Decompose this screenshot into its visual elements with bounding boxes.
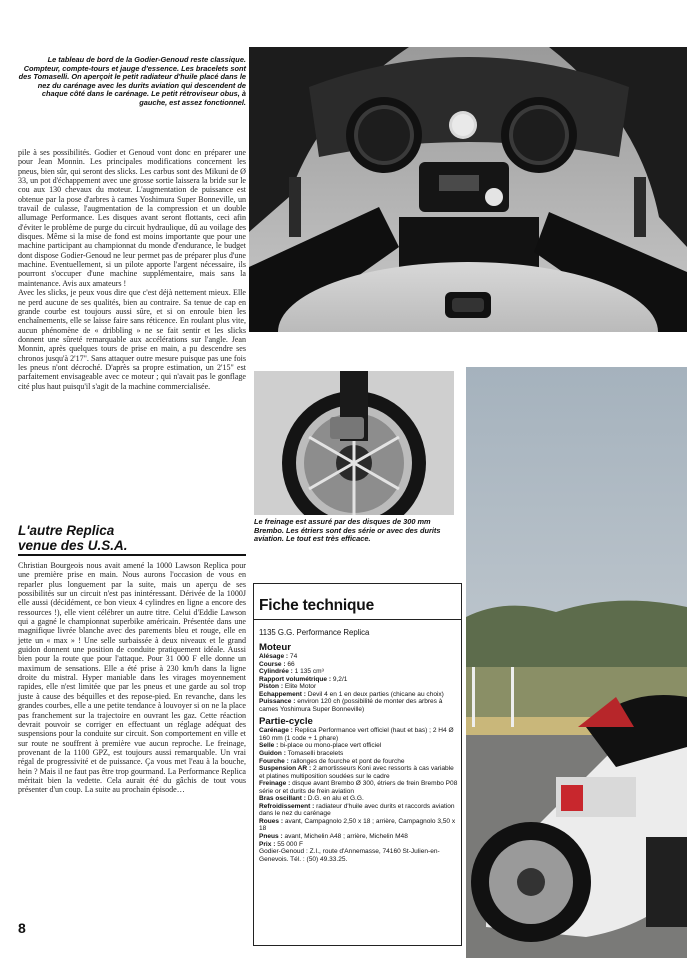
spec-item xyxy=(259,750,458,758)
spec-value: environ 120 ch (possibilité de monter des arbres à cames Yoshimura Super Bonneville) xyxy=(259,698,443,713)
spec-label: Piston : xyxy=(259,683,284,691)
spec-value: Devil 4 en 1 en deux parties (chicane au choix) xyxy=(305,690,444,698)
spec-label: Course : xyxy=(259,660,286,668)
spec-item xyxy=(259,727,458,742)
spec-label: Freinage : xyxy=(259,780,291,788)
spec-item xyxy=(259,818,458,833)
spec-item xyxy=(259,661,458,669)
page-number: 8 xyxy=(18,920,26,936)
spec-section-heading: Moteur xyxy=(259,642,291,653)
spec-value: 9,2/1 xyxy=(331,675,348,683)
spec-value: 66 xyxy=(285,660,295,668)
spec-value: avant, Michelin A48 ; arrière, Michelin M48 xyxy=(282,833,408,841)
spec-label: Echappement : xyxy=(259,690,306,698)
spec-chassis-list xyxy=(259,727,458,863)
spec-item xyxy=(259,653,458,661)
spec-label: Rapport volumétrique : xyxy=(259,675,332,683)
section-heading-line: venue des U.S.A. xyxy=(18,537,128,553)
spec-value: D.G. en alu et G.G. xyxy=(305,795,364,803)
motorcycle-track-photo xyxy=(466,367,687,958)
section-heading-line: L'autre Replica xyxy=(18,523,115,538)
article-paragraph: Avec les slicks, je peux vous dire que c'est déjà nettement mieux. Elle ne perd aucune de ses qualités, bien au contraire. Sa tenue de cap en grande courbe est toujours aussi sûre, et si on enroule bien les enchaînements, elle se laisse faire sans réticence. En roulant plus vite, aucun phénomène de « dribbling » ne se fait sentir et les slicks donnent une sûreté remarquable aux accélérations sur l'angle. Jean Monnin, après quelques tours de prise en main, a pu descendre ses chronos jusqu'à 2'17". Sans attaquer outre mesure puisque pas une fois les pneus n'ont décroché. D'après sa propre estimation, un 2'15" est parfaitement envisageable avec ce moteur ; qui n'avait pas le gonflage cité plus haut puisqu'il s'agit de la machine commercialisée. xyxy=(18,288,246,391)
spec-section-heading: Partie-cycle xyxy=(259,716,313,728)
brake-disc-photo xyxy=(254,371,454,515)
spec-label: Fourche : xyxy=(259,757,289,765)
spec-label: Puissance : xyxy=(259,698,296,706)
spec-value: Godier-Genoud : Z.I., route d'Annemasse, 74160 St-Julien-en-Genevois. Tél. : (50) 49.33.25. xyxy=(259,848,440,863)
spec-item xyxy=(259,668,458,676)
spec-label: Prix : xyxy=(259,840,276,848)
brake-photo-caption: Le freinage est assuré par des disques de 300 mm Brembo. Les étriers sont des série or avec des durits aviation. Le tout est très efficace. xyxy=(254,517,441,544)
spec-label: Pneus : xyxy=(259,833,283,841)
spec-label: Roues : xyxy=(259,817,284,825)
spec-model-name: 1135 G.G. Performance Replica xyxy=(259,628,370,637)
spec-sheet-divider xyxy=(253,619,462,620)
spec-label: Refroidissement : xyxy=(259,802,315,810)
spec-value: Elite Motor xyxy=(283,683,317,691)
spec-value: disque avant Brembo Ø 300, étriers de frein Brembo P08 série or et durits de frein aviation xyxy=(259,780,458,795)
article-column-part2 xyxy=(18,561,246,795)
spec-value: avant, Campagnolo 2,50 x 18 ; arrière, Campagnolo 3,50 x 18 xyxy=(259,817,456,833)
article-column-part1 xyxy=(18,148,246,391)
spec-value: Replica Performance vert officiel (haut et bas) ; 2 H4 Ø 160 mm (1 code + 1 phare) xyxy=(259,727,454,742)
spec-item xyxy=(259,841,458,849)
article-paragraph: pile à ses possibilités. Godier et Genoud vont donc en préparer une pour Jean Monnin. Les principales modifications concernent les pneus, bien sûr, qui seront des slicks. Les carbus sont des Mikuni de Ø 33, un pot d'échappement avec une grosse sortie laissera la bride sur le cou aux 130 chevaux du moteur. L'augmentation de puissance est obtenue par la pose d'arbres à cames Yoshimura Super Bonneville, un travail de culasse, l'augmentation de la compression et un double allumage Performance. Les disques avant seront flottants, ceci afin d'éviter le problème de purge du circuit hydraulique, dû au voilage des disques. Même si la mise de fond est moins importante que pour une machine participant au championnat du monde d'endurance, le budget dont dispose Godier-Genoud ne leur permet pas de préparer plus d'une machine. Eventuellement, si un pilote apporte l'argent nécessaire, ils pourront s'occuper d'une machine supplémentaire, mais sans la maintenance. Avis aux amateurs ! xyxy=(18,148,246,288)
spec-item xyxy=(259,691,458,699)
spec-item xyxy=(259,848,458,863)
spec-item xyxy=(259,780,458,795)
spec-label: Suspension AR : xyxy=(259,765,312,773)
cockpit-photo-caption: Le tableau de bord de la Godier-Genoud reste classique. Compteur, compte-tours et jauge d'essence. Les bracelets sont des Tomaselli. On aperçoit le petit radiateur d'huile placé dans le nez du carénage avec les durits aviation qui descendent de chaque côté dans le carénage. Le petit rétroviseur obus, à gauche, est assez fonctionnel. xyxy=(18,55,246,107)
section-heading xyxy=(18,524,246,553)
spec-label: Alésage : xyxy=(259,653,289,660)
spec-value: 2 amortisseurs Koni avec ressorts à cas variable et platines multiposition soudées sur le cadre xyxy=(259,765,454,780)
spec-label: Bras oscillant : xyxy=(259,795,306,803)
spec-item xyxy=(259,803,458,818)
spec-value: bi-place ou mono-place vert officiel xyxy=(278,742,382,750)
spec-item xyxy=(259,742,458,750)
spec-item xyxy=(259,758,458,766)
spec-label: Guidon : xyxy=(259,750,286,758)
spec-value: Tomaselli bracelets xyxy=(285,750,344,758)
spec-value: 1 135 cm³ xyxy=(292,668,324,676)
spec-label: Carénage : xyxy=(259,727,293,735)
cockpit-photo xyxy=(249,47,687,332)
spec-value: radiateur d'huile avec durits et raccords aviation dans le nez du carénage xyxy=(259,802,455,818)
spec-value: 74 xyxy=(288,653,298,660)
spec-engine-list xyxy=(259,653,458,713)
section-divider xyxy=(18,554,246,556)
spec-value: rallonges de fourche et pont de fourche xyxy=(288,757,405,765)
spec-sheet-body xyxy=(259,628,458,863)
spec-label: Selle : xyxy=(259,742,279,750)
spec-item xyxy=(259,676,458,684)
spec-item xyxy=(259,698,458,713)
spec-item xyxy=(259,765,458,780)
article-paragraph: Christian Bourgeois nous avait amené la 1000 Lawson Replica pour une première prise en main. Nous aurons l'occasion de vous en reparler plus longuement par la suite, mais un aperçu de ses possibilités sur un circuit n'est pas inintéressant. Dérivée de la 1000J elle aussi (décidément, ce bon vieux 4 cylindres en ligne a encore des ressources !), elle vient célébrer un autre titre. Celui d'Eddie Lawson qui a gagné le championnat superbike américain. Présentée dans une magnifique livrée blanche avec des parements bleu et rouge, elle en jette un « max » ! Une selle surbaissée à deux niveaux et le grand guidon donnent une position de conduite pratiquement idéale. Aussi bien pour la route que pour l'attaque. Pour 31 000 F elle donne un maximum de sensations. Elle a été prise à 230 km/h dans la ligne droite du mistral. Hyper maniable dans les virages moyennement rapides, elle n'est limitée que par les pneus et une garde au sol trop juste à cause des béquilles et des repose-pied. En revanche, dans les grandes courbes, elle a une petite tendance à louvoyer si on ne la place pas franchement sur la trajectoire en ouvrant les gaz. Cette réaction devrait pouvoir se corriger en effectuant un réglage adéquat des suspensions pour la conduite sur circuit. Son comportement en ville et sur route ne souffrent à première vue aucun reproche. Le freinage, provenant de la 1100 GPZ, est toujours aussi remarquable. Un vrai régal de progressivité et de puissance. Ça vous met l'eau à la bouche, hein ? Mais il ne faut pas être trop gourmand. La Performance Replica méritait bien la vedette. Cela aurait été du gâchis de tout vous présenter d'un coup. La suite au prochain épisode… xyxy=(18,561,246,795)
spec-item xyxy=(259,795,458,803)
spec-item xyxy=(259,683,458,691)
spec-label: Cylindrée : xyxy=(259,668,293,676)
spec-value: 55 000 F xyxy=(275,840,304,848)
spec-item xyxy=(259,833,458,841)
spec-sheet-title: Fiche technique xyxy=(259,597,374,614)
